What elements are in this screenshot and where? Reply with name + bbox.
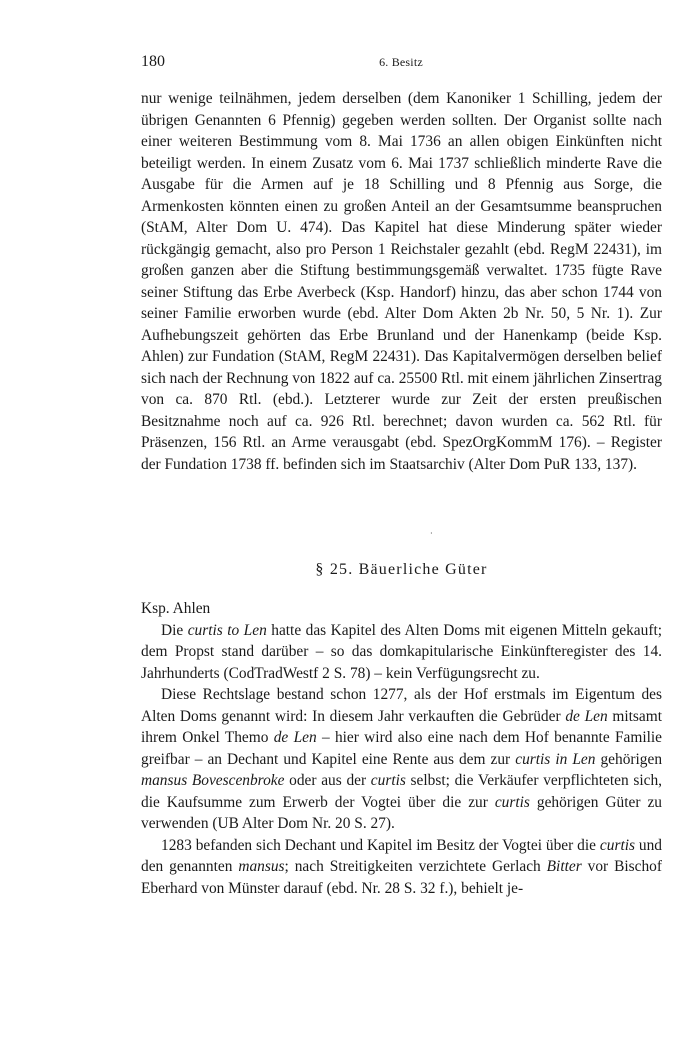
separator-dot: ·	[430, 529, 433, 538]
text-run: selbst; die Verkäufer verpflichteten sich, die Kaufsumme zum Erwerb der Vogtei über die zur	[141, 772, 662, 811]
latin-term: mansus	[238, 858, 285, 875]
text-run: – hier wird also eine nach dem Hof benannte Familie greifbar – an Dechant und Kapitel eine Rente aus dem zur	[141, 729, 662, 768]
latin-term: curtis in Len	[515, 750, 596, 768]
paragraph-2	[141, 684, 662, 835]
text-run: und den genannten	[141, 836, 662, 875]
text-run: Diese Rechtslage bestand schon 1277, als der Hof erstmals im Eigentum des Alten Doms genannt wird: In diesem Jahr verkauften die Gebrüder	[141, 686, 662, 725]
page-number: 180	[141, 53, 165, 70]
chapter-title: 6. Besitz	[379, 55, 423, 69]
text-run: mitsamt ihrem Onkel Themo	[141, 707, 662, 746]
continued-paragraph-block	[141, 88, 662, 475]
paragraph-3	[141, 835, 662, 900]
text-run: ; nach Streitigkeiten verzichtete Gerlach	[284, 858, 547, 875]
paragraph-1	[141, 620, 662, 685]
latin-term: curtis	[599, 836, 635, 854]
running-head	[141, 52, 661, 74]
continued-paragraph: nur wenige teilnähmen, jedem derselben (dem Kanoniker 1 Schilling, jedem der übrigen Genannten 6 Pfennig) gegeben werden sollten. Der Organist sollte nach einer weiteren Bestimmung vom 8. Mai 1736 an allen obigen Einkünften nicht beteiligt werden. In einem Zusatz vom 6. Mai 1737 schließlich minderte Rave die Ausgabe für die Armen auf je 18 Schilling und 8 Pfennig aus Sorge, die Armenkosten könnten einen zu großen Anteil an der Gesamtsumme beanspruchen (StAM, Alter Dom U. 474). Das Kapitel hat diese Minderung später wieder rückgängig gemacht, also pro Person 1 Reichstaler gezahlt (ebd. RegM 22431), im großen ganzen aber die Stiftung bestimmungsgemäß verwaltet. 1735 fügte Rave seiner Stiftung das Erbe Averbeck (Ksp. Handorf) hinzu, das aber schon 1744 von seiner Familie erworben wurde (ebd. Alter Dom Akten 2b Nr. 50, 5 Nr. 1). Zur Aufhebungszeit gehörten das Erbe Brunland und der Hanenkamp (beide Ksp. Ahlen) zur Fundation (StAM, RegM 22431). Das Kapitalvermögen derselben belief sich nach der Rechnung von 1822 auf ca. 25500 Rtl. mit einem jährlichen Zinsertrag von ca. 870 Rtl. (ebd.). Letzterer wurde zur Zeit der ersten preußischen Besitznahme noch auf ca. 926 Rtl. berechnet; davon wurden ca. 562 Rtl. für Präsenzen, 156 Rtl. an Arme verausgabt (ebd. SpezOrgKommM 176). – Register der Fundation 1738 ff. befinden sich im Staatsarchiv (Alter Dom PuR 133, 137).	[141, 90, 662, 473]
latin-term: curtis	[494, 793, 530, 811]
latin-term: de Len	[273, 729, 317, 746]
text-run: Die	[161, 621, 188, 639]
text-run: gehörigen Güter zu verwenden (UB Alter Dom Nr. 20 S. 27).	[141, 793, 662, 832]
latin-term: mansus Bovescenbroke	[141, 772, 285, 789]
text-run: 1283 befanden sich Dechant und Kapitel im Besitz der Vogtei über die	[161, 836, 600, 854]
text-run: vor Bischof Eberhard von Münster darauf (ebd. Nr. 28 S. 32 f.), behielt je-	[141, 858, 662, 897]
text-run: hatte das Kapitel des Alten Doms mit eigenen Mitteln gekauft; dem Propst stand darüber – so das domkapitularische Einkünfteregister des 14. Jahrhunderts (CodTradWestf 2 S. 78) – kein Verfügungsrecht zu.	[141, 621, 663, 682]
text-run: oder aus der	[284, 772, 371, 789]
latin-term: de Len	[565, 707, 608, 725]
person-name: Bitter	[546, 858, 582, 875]
section-heading: § 25. Bäuerliche Güter	[315, 561, 488, 578]
parish-heading: Ksp. Ahlen	[141, 600, 211, 617]
section-body	[141, 598, 662, 899]
latin-term: curtis	[370, 772, 406, 789]
latin-term: curtis to Len	[187, 621, 267, 639]
text-run: gehörigen	[595, 750, 663, 768]
